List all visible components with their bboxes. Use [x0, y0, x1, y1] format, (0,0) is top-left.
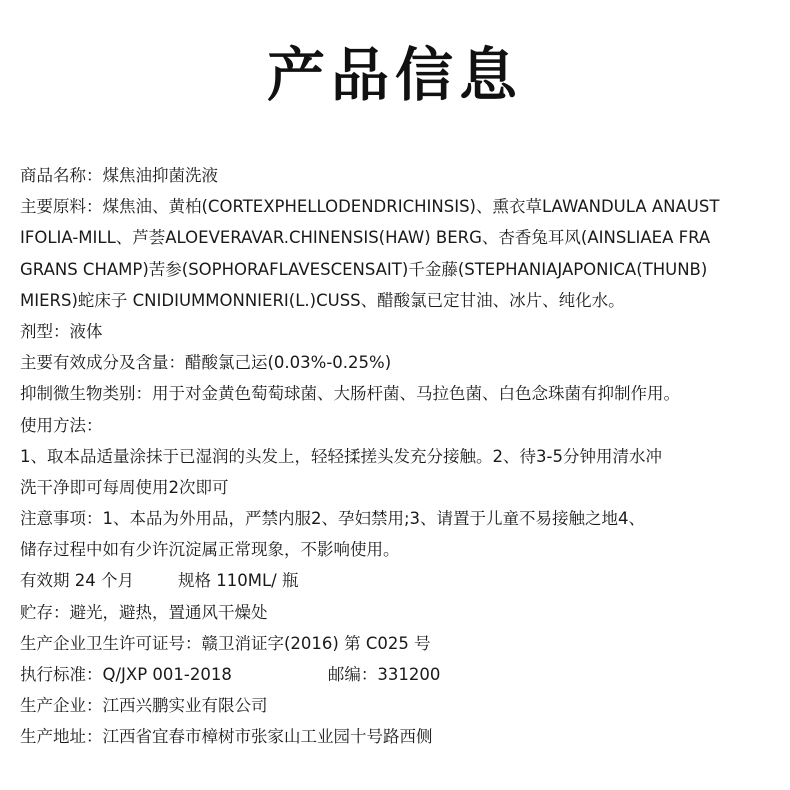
validity-spec-line — [20, 565, 780, 596]
page-title: 产品信息 — [266, 41, 523, 109]
ingredients-line-3: GRANS CHAMP)苦参(SOPHORAFLAVESCENSAIT)千金藤(STEPHANIAJAPONICA(THUNB) — [20, 259, 708, 279]
dosage-form-line: 剂型：液体 — [20, 321, 103, 341]
precautions-line-1: 注意事项：1、本品为外用品，严禁内服2、孕妇禁用;3、请置于儿童不易接触之地4、 — [20, 509, 646, 529]
ingredients-line-4: MIERS)蛇床子 CNIDIUMMONNIERI(L.)CUSS、醋酸氯已定甘油、冰片、纯化水。 — [20, 290, 625, 310]
usage-line-2: 洗干净即可每周使用2次即可 — [20, 477, 229, 497]
product-name-line: 商品名称：煤焦油抑菌洗液 — [20, 166, 218, 185]
manufacturer-line: 生产企业：江西兴鹏实业有限公司 — [20, 696, 268, 716]
validity-period: 有效期 24 个月 — [20, 571, 134, 591]
microbe-inhibition-line: 抑制微生物类别：用于对金黄色萄萄球菌、大肠杆菌、马拉色菌、白色念珠菌有抑制作用。 — [20, 384, 680, 404]
precautions-line-2: 储存过程中如有少许沉淀属正常现象，不影响使用。 — [20, 540, 400, 560]
postcode: 邮编：331200 — [327, 665, 441, 684]
usage-heading: 使用方法： — [20, 415, 103, 435]
standard-postcode-line — [20, 659, 780, 690]
license-line: 生产企业卫生许可证号：赣卫消证字(2016) 第 C025 号 — [20, 633, 431, 653]
active-ingredient-line: 主要有效成分及含量：醋酸氯己运(0.03%-0.25%) — [20, 353, 392, 373]
specification: 规格 110ML/ 瓶 — [178, 571, 299, 591]
product-info-body — [20, 160, 780, 753]
ingredients-line-1: 主要原料：煤焦油、黄柏(CORTEXPHELLODENDRICHINSIS)、熏衣草LAWANDULA ANAUST — [20, 197, 720, 217]
storage-line: 贮存：避光，避热，置通风干燥处 — [20, 602, 268, 622]
usage-line-1: 1、取本品适量涂抹于已湿润的头发上，轻轻揉搓头发充分接触。2、待3-5分钟用清水冲 — [20, 446, 662, 466]
execution-standard: 执行标准：Q/JXP 001-2018 — [20, 665, 232, 684]
address-line: 生产地址：江西省宜春市樟树市张家山工业园十号路西侧 — [20, 727, 433, 747]
ingredients-line-2: IFOLIA-MILL、芦荟ALOEVERAVAR.CHINENSIS(HAW) BERG、杏香兔耳风(AINSLIAEA FRA — [20, 228, 711, 248]
